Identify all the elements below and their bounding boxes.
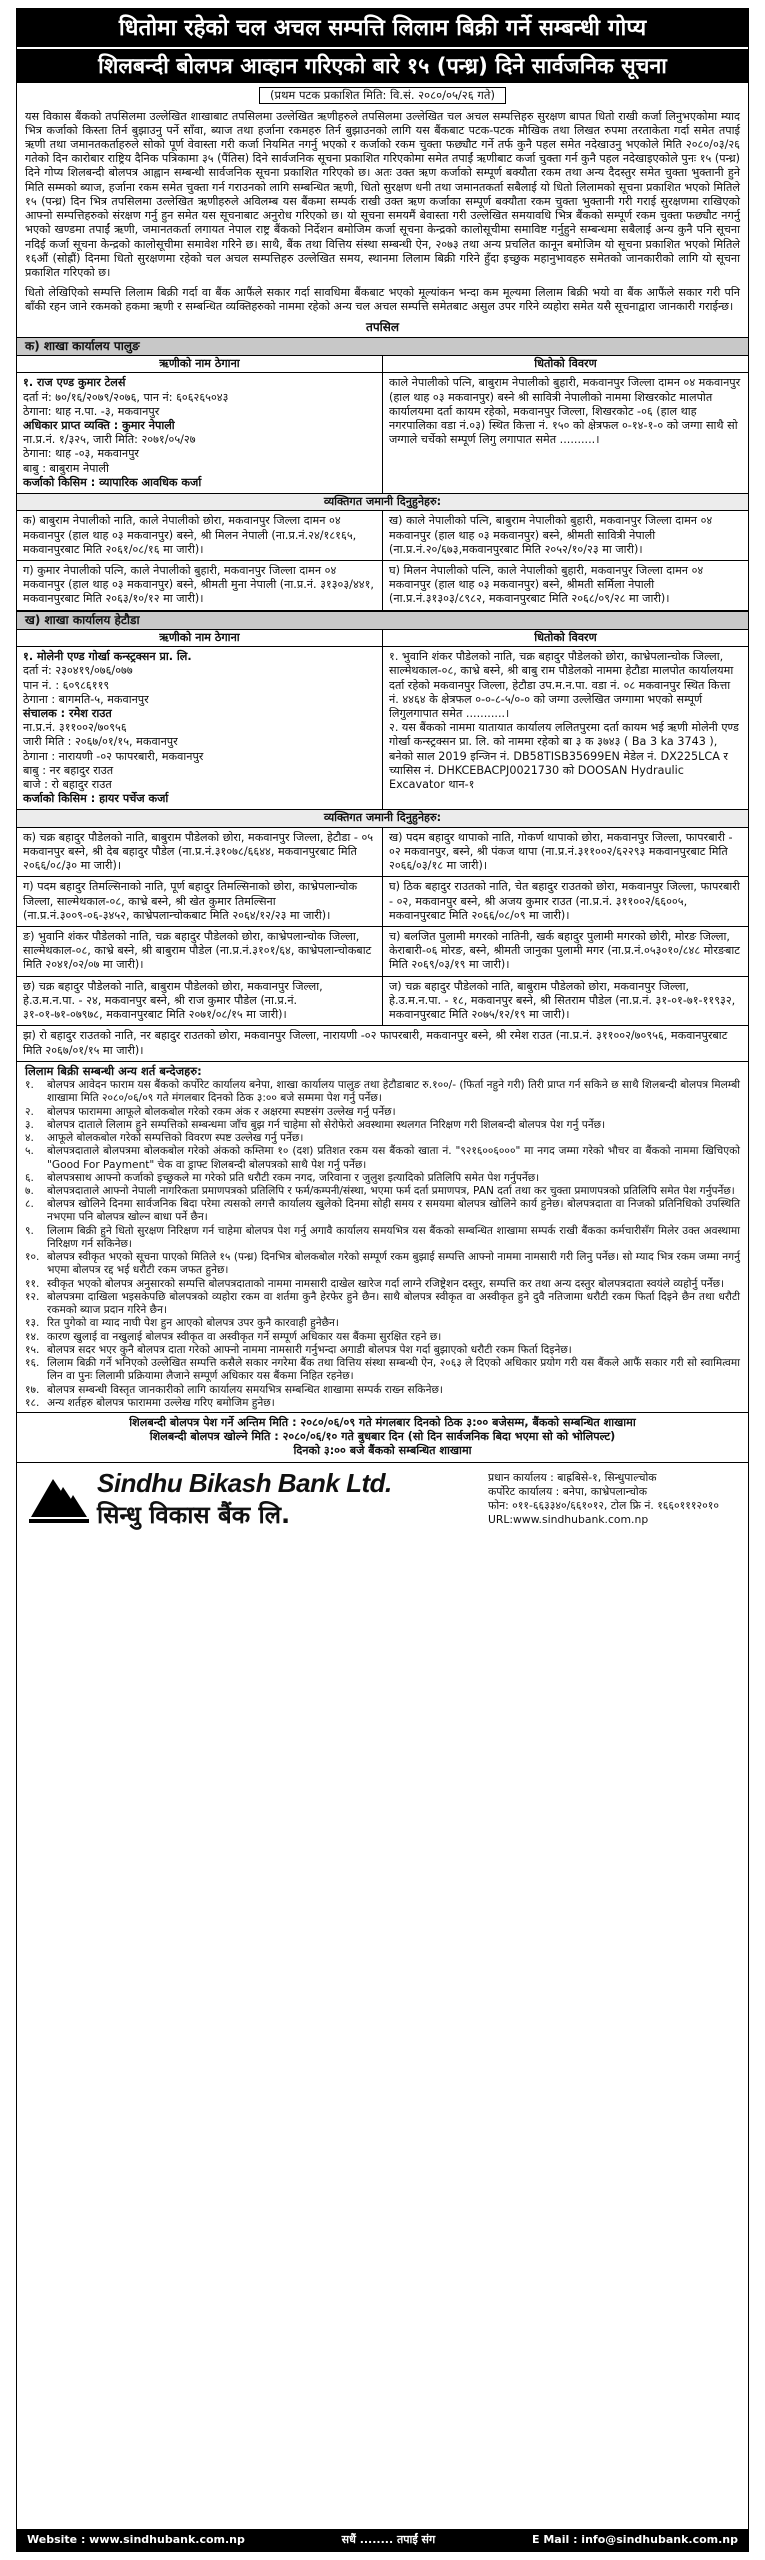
pubdate-wrap [17, 83, 748, 107]
borrower-line: १. राज एण्ड कुमार टेलर्स [23, 376, 126, 390]
notice-title-line2: शिलबन्दी बोलपत्र आव्हान गरिएको बारे १५ (पन्ध्र) दिने सार्वजनिक सूचना [17, 47, 748, 83]
col-head-borrower: ऋणीको नाम ठेगाना [17, 356, 383, 372]
section-b-guarantor-row [17, 977, 748, 1027]
borrower-line: दर्ता नं: २३०४१९/०७६/०७७ [23, 664, 133, 678]
guarantor-item: झ) रो बहादुर राउतको नाति, नर बहादुर राउतको छोरा, मकवानपुर जिल्ला, नारायणी -०२ फापरबारी, मकवानपुर बस्ने, श्री रमेश राउत (ना.प्र.नं. ३११००२/७०९५६, मकवानपुरबाट मिति २०६७/०१/१५ मा जारी)। [17, 1026, 748, 1061]
term-item: १२. बोलपत्रमा दाखिला भइसकेपछि बोलपत्रको व्यहोरा रकम वा शर्तमा कुनै हेरफेर हुने छैन। साथै बोलपत्र स्वीकृत वा अस्वीकृत हुने दुवै नतिजामा धरौटी रकम फिर्ता दिइने छैन तथा धरौटी रकमको ब्याज प्रदान गरिने छैन। [25, 1290, 740, 1317]
term-text: बोलपत्रसाथ आफ्नो कर्जाको इच्छुकले मा गरेको प्रति धरौटी रकम नगद, जरिवाना र जुलुश इत्यादिको प्रतिलिपि समेत पेश गर्नुपर्नेछ। [47, 1171, 540, 1184]
guarantor-item: क) बाबुराम नेपालीको नाति, काले नेपालीको छोरा, मकवानपुर जिल्ला दामन ०४ मकवानपुर (हाल थाह ०३ मकवानपुर) बस्ने, श्री मिलन नेपाली (ना.प्र.नं.२४/१८१६५, मकवानपुरबाट मिति २०६१/०८/१६ मा जारी)। [17, 511, 383, 560]
term-text: अन्य शर्तहरु बोलपत्र फाराममा उल्लेख गरिए बमोजिम हुनेछ। [47, 1396, 275, 1409]
term-item: १. बोलपत्र आवेदन फाराम यस बैंकको कर्पोरेट कार्यालय बनेपा, शाखा कार्यालय पालुङ तथा हेटौडाबाट रु.१००/- (फिर्ता नहुने गरी) तिरी प्राप्त गर्न सकिने छ साथै शिलबन्दी बोलपत्र मिलम्बी शाखामा मिति २०८०/०६/०९ गते मंगलबार दिनको ठिक ३:०० बजे सम्ममा पेश गर्नु पर्नेछ। [25, 1079, 740, 1105]
section-a [17, 337, 748, 611]
term-text: बोलपत्र सम्बन्धी विस्तृत जानकारीको लागि कार्यालय समयभित्र सम्बन्धित शाखामा सम्पर्क राख्न सकिनेछ। [47, 1383, 443, 1396]
section-b-borrower [17, 647, 383, 809]
term-text: रित पुगेको वा म्याद नाघी पेश हुन आएको बोलपत्र उपर कुनै कारवाही हुनेछैन। [47, 1317, 339, 1330]
term-text: कारण खुलाई वा नखुलाई बोलपत्र स्वीकृत वा अस्वीकृत गर्ने सम्पूर्ण अधिकार यस बैंकमा सुरक्षित रहने छ। [47, 1330, 442, 1343]
term-item: १७. बोलपत्र सम्बन्धी विस्तृत जानकारीको लागि कार्यालय समयभित्र सम्बन्धित शाखामा सम्पर्क राख्न सकिनेछ। [25, 1384, 740, 1397]
bank-address [488, 1471, 738, 1527]
col-head-collateral: धितोको विवरण [534, 357, 597, 371]
borrower-line: ना.प्र.नं. १/३२५, जारी मिति: २०७१/०५/२७ [23, 433, 196, 447]
term-text: बोलपत्रमा दाखिला भइसकेपछि बोलपत्रको व्यहोरा रकम वा शर्तमा कुनै हेरफेर हुने छैन। साथै बोलपत्र स्वीकृत वा अस्वीकृत हुने दुवै नतिजामा धरौटी रकम फिर्ता दिइने छैन तथा धरौटी रकमको ब्याज प्रदान गरिने छैन। [47, 1290, 740, 1317]
bank-logo-icon [27, 1471, 91, 1527]
deadline-open: शिलबन्दी बोलपत्र खोल्ने मिति : २०८०/०६/१० गते बुधबार दिन (सो दिन सार्वजनिक बिदा भएमा सो को भोलिपल्ट) [149, 1430, 616, 1444]
term-item: १३. रित पुगेको वा म्याद नाघी पेश हुन आएको बोलपत्र उपर कुनै कारवाही हुनेछैन। [25, 1317, 740, 1330]
term-item: ३. बोलपत्र दाताले लिलाम हुने सम्पत्तिको सम्बन्धमा जाँच बुझ गर्न चाहेमा सो सेरोफेरो अवस्थामा स्थलगत निरिक्षण गरी शिलबन्दी बोलपत्र पेश गर्नु पर्नेछ। [25, 1119, 740, 1132]
term-text: बोलपत्र दाताले लिलाम हुने सम्पत्तिको सम्बन्धमा जाँच बुझ गर्न चाहेमा सो सेरोफेरो अवस्थामा स्थलगत निरिक्षण गरी शिलबन्दी बोलपत्र पेश गर्नु पर्नेछ। [47, 1118, 606, 1131]
website-link[interactable]: URL:www.sindhubank.com.np [488, 1512, 649, 1526]
deadline-box [17, 1412, 748, 1463]
guarantor-item: छ) चक्र बहादुर पौडेलको नाति, बाबुराम पौडेलको छोरा, मकवानपुर जिल्ला, हे.उ.म.न.पा. - २४, मकवानपुर बस्ने, श्री राज कुमार पौडेल (ना.प्र.नं. ३१-०१-७१-०७९७८, मकवानपुरबाट मिति २०७१/०८/१५ मा जारी)। [17, 977, 383, 1026]
borrower-line: बाजे : रो बहादुर राउत [23, 778, 112, 792]
bottom-bar [17, 2529, 748, 2551]
term-text: बोलपत्र फाराममा आफूले बोलकबोल गरेको रकम अंक र अक्षरमा स्पष्टसंग उल्लेख गर्नु पर्नेछ। [47, 1105, 396, 1118]
guarantor-item: ज) चक्र बहादुर पौडेलको नाति, बाबुराम पौडेलको छोरा, मकवानपुर जिल्ला, हे.उ.म.न.पा. - १८, मकवानपुर बस्ने, श्री सितराम पौडेल (ना.प्र.नं. ३१-०१-७१-११९३२, मकवानपुरबाट मिति २०७५/१२/१९ मा जारी)। [389, 979, 736, 1022]
bank-name [97, 1467, 392, 1530]
borrower-line: दर्ता नं: ७०/१६/२०७९/२०७६, पान नं: ६०६२६५०४३ [23, 390, 229, 404]
guarantor-item: ग) कुमार नेपालीको पत्नि, काले नेपालीको बुहारी, मकवानपुर जिल्ला दामन ०४ मकवानपुर (हाल थाह ०३ मकवानपुर) बस्ने, श्रीमती मुना नेपाली (ना.प्र.नं. ३१३०३/४४१, मकवानपुरबाट मिति २०६३/१०/१२ मा जारी)। [17, 561, 383, 610]
deadline-submit: शिलबन्दी बोलपत्र पेश गर्ने अन्तिम मिति : २०८०/०६/०९ गते मंगलबार दिनको ठिक ३:०० बजेसम्म, बैंकको सम्बन्धित शाखामा [129, 1416, 636, 1429]
borrower-line: १. मोलेनी एण्ड गोर्खा कन्स्ट्रक्सन प्रा. लि. [23, 650, 192, 664]
footer-slogan: सधैं ........ तपाईं संग [341, 2533, 436, 2547]
address-line: प्रधान कार्यालय : बाह्रबिसे-१, सिन्धुपाल्चोक [488, 1470, 657, 1484]
borrower-line: कर्जाको किसिम : व्यापारिक आवधिक कर्जा [23, 475, 202, 489]
guarantor-item: ङ) भुवानि शंकर पौडेलको नाति, चक्र बहादुर पौडेलको छोरा, काभ्रेपलान्चोक जिल्ला, साल्मेथकाल-०८, काभ्रे बस्ने, श्री बाबुराम पौडेल (ना.प्र.नं.३१०१/६४, काभ्रेपलान्चोकबाट मिति २०४१/०२/०७ मा जारी)। [17, 927, 383, 976]
address-line: कर्पोरेट कार्यालय : बनेपा, काभ्रेपलान्चोक [488, 1484, 647, 1498]
section-a-borrower-row [17, 373, 748, 494]
collateral-item: १. भुवानि शंकर पौडेलको नाति, चक्र बहादुर पौडेलको छोरा, काभ्रेपलान्चोक जिल्ला, साल्मेथकाल-०८, काभ्रे बस्ने, श्री बाबु राम पौडेलको नाममा हेटौडा मालपोत कार्यालयमा दर्ता रहेको मकवानपुर जिल्ला, हेटौडा उप.म.न.पा. वडा नं. ०८ मकवानपुर स्थित कित्ता नं. ४४६४ के क्षेत्रफल ०-०-८-५/०-० को जग्गा उल्लेखित जग्गामा भएको सम्पूर्ण लिगुलगापात समेत ...........। [389, 650, 734, 720]
borrower-line: संचालक : रमेश राउत [23, 706, 112, 720]
tapsil-heading: तपसिल [365, 319, 399, 334]
section-a-bar: क) शाखा कार्यालय पालुङ [17, 337, 748, 356]
term-item: ८. बोलपत्र खोलिने दिनमा सार्वजनिक बिदा परेमा त्यसको लगत्तै कार्यालय खुलेको दिनमा सोही समय र समयमा बोलपत्र खोलिने कार्य हुनेछ। बोलपत्रदाता वा निजको प्रतिनिधिको उपस्थिति नभएमा पनि बोलपत्र खोल्न बाधा पर्ने छैन। [25, 1198, 740, 1224]
term-text: बोलपत्रदाताले आफ्नो नेपाली नागरिकता प्रमाणपत्रको प्रतिलिपि र फर्म/कम्पनी/संस्था, भएमा फर्म दर्ता प्रमाणपत्र, PAN दर्ता तथा कर चुक्ता प्रमाणपत्रको प्रतिलिपि समेत पेश गर्नुपर्नेछ। [47, 1185, 735, 1198]
term-text: लिलाम बिक्री हुने धितो सुरक्षण निरिक्षण गर्न चाहेमा बोलपत्र पेश गर्नु अगावै कार्यालय समयभित्र यस बैंकको सम्बन्धित शाखामा सम्पर्क राखी बैंकका कर्मचारीसँग मिलेर उक्त अवस्थामा निरिक्षण गर्न सकिनेछ। [47, 1224, 740, 1250]
section-a-borrower [17, 373, 383, 493]
terms-title: लिलाम बिक्री सम्बन्धी अन्य शर्त बन्देजहरु: [25, 1063, 202, 1078]
borrower-line: ठेगाना : बागमति-५, मकवानपुर [23, 692, 149, 706]
notice-title-line1: धितोमा रहेको चल अचल सम्पत्ति लिलाम बिक्री गर्ने सम्बन्धी गोप्य [17, 9, 748, 47]
address-line: फोन: ०११-६६३३४०/६६१०१२, टोल फ्रि नं. १६६०१११२०१० [488, 1498, 719, 1512]
term-text: आफूले बोलकबोल गरेको सम्पत्तिको विवरण स्पष्ट उल्लेख गर्नु पर्नेछ। [47, 1132, 304, 1145]
section-a-guarantor-head: व्यक्तिगत जमानी दिनुहुनेहरु: [17, 494, 748, 511]
term-item: १८. अन्य शर्तहरु बोलपत्र फाराममा उल्लेख गरिए बमोजिम हुनेछ। [25, 1397, 740, 1410]
section-b-guarantor-row [17, 828, 748, 878]
section-b [17, 611, 748, 1062]
guarantor-item: क) चक्र बहादुर पौडेलको नाति, बाबुराम पौडेलको छोरा, मकवानपुर जिल्ला, हेटौडा - ०५ मकवानपुर बस्ने, श्री देब बहादुर पौडेल (ना.प्र.नं.३१०७८/६६४४, मकवानपुरबाट मिति २०६६/०८/३० मा जारी)। [17, 828, 383, 877]
col-head-collateral: धितोको विवरण [534, 630, 597, 644]
intro-paragraph-1: यस विकास बैंकको तपसिलमा उल्लेखित शाखाबाट तपसिलमा उल्लेखित ऋणीहरुले तपसिलमा उल्लेखित चल अचल सम्पत्तिहरु सुरक्षण बापत धितो राखी कर्जा लिनुभएकोमा म्याद भित्र कर्जाको किस्ता तिर्न बुझाउनु पर्ने साँवा, ब्याज तथा हर्जाना रकमहरु तिर्न बुझाउनको लागि यस बैंकबाट पटक-पटक मौखिक तथा लिखत रुपमा तरताकेता गर्दा समेत तपाई ऋणी तथा जमानतकर्ताहरुले सोको पूर्ण वेवास्ता गरी कर्जा नियमित नगर्नु भएको र कर्जाको रकम चुक्ता फछ्यौट गर्ने तर्फ कुनै पहल समेत नदेखाउनु भएकोले मिति २०८०/०३/२६ गतेको दिन कारोबार राष्ट्रिय दैनिक पत्रिकामा ३५ (पैंतिस) दिने सार्वजनिक सूचना प्रकाशित गरिएकोमा समेत तपाईं ऋणीबाट कर्जा चुक्ता गर्न कुनै पहल नदेखाइएकोले पुनः १५ (पन्ध्र) दिने गोप्य शिलबन्दी बोलपत्र आह्वान सम्बन्धी सार्वजनिक सूचना प्रकाशित गरिएको छ। अतः उक्त ऋण कर्जाको सम्पूर्ण बक्यौता रकम तथा अन्य दैदस्तुर समेत चुक्ता भुक्तानी हुने मिति सम्मको ब्याज, हर्जाना रकम समेत चुक्ता गर्न गराउनको लागि सम्बन्धित ऋणी, धितो सुरक्षण धनी तथा जमानतकर्ता सबैलाई यो धितो लिलामको सूचना प्रकाशित भएको मितिले १५ (पन्ध्र) दिन भित्र तपसिलमा उल्लेखित ऋणीहरुले अविलम्ब यस बैंकमा सम्पर्क राखी उक्त ऋण कर्जाका सम्पूर्ण बक्यौता रकम चुक्ता भुक्तानी गरी गराई सुरक्षणमा राखिएको आफ्नो सम्पत्तिहरुको संरक्षण गर्नु हुन समेत यस सूचनाबाट अनुरोध गरिएको छ। यो सूचना समयमैं बेवास्ता गरी उल्लेखित समयावधि भित्र बैंकको सम्पूर्ण रकम चुक्ता फछ्यौट नगर्नु भएको खण्डमा तपाईं ऋणी, जमानतकर्ता लगायत नेपाल राष्ट्र बैंकको निर्देशन बमोजिम कर्जा सूचना केन्द्रको कालोसूचीमा समाविष्ट गर्नुहुने सम्बन्धमा सबैलाई अन्य कुनै पनि सूचना नदिई कर्जा सूचना केन्द्रको कालोसूचीमा समावेश गरिने छ। साथै, बैंक तथा वित्तिय संस्था सम्बन्धी ऐन, २०७३ तथा अन्य प्रचलित कानून बमोजिम यो सूचना प्रकाशित भएको मितिले १६औं (सोह्रौं) दिनमा धितो सुरक्षणमा रहेको चल अचल सम्पत्तिहरु उल्लेखित समय, स्थानमा लिलाम बिक्री गरिने हुँदा इच्छुक महानुभावहरु समेतको जानकारीको लागि यो सूचना प्रकाशित गरिएको छ। [25, 109, 740, 279]
guarantor-item: घ) ठिक बहादुर राउतको नाति, चेत बहादुर राउतको छोरा, मकवानपुर जिल्ला, फापरबारी - ०२, मकवानपुर बस्ने, श्री अजय कुमार राउत (ना.प्र.नं. ३११००२/६६००५, मकवानपुरबाट मिति २०६६/०८/०९ मा जारी)। [389, 880, 740, 922]
term-text: बोलपत्र स्वीकृत भएको सूचना पाएको मितिले १५ (पन्ध्र) दिनभित्र बोलकबोल गरेको सम्पूर्ण रकम बुझाई सम्पत्ति आफ्नो नाममा नामसारी गरी लिनु पर्नेछ। सो म्याद भित्र रकम जम्मा नगर्नु भएमा बोलपत्र रद्द भई धरौटी रकम जफत हुनेछ। [47, 1251, 740, 1277]
term-item: ६. बोलपत्रसाथ आफ्नो कर्जाको इच्छुकले मा गरेको प्रति धरौटी रकम नगद, जरिवाना र जुलुश इत्यादिको प्रतिलिपि समेत पेश गर्नुपर्नेछ। [25, 1172, 740, 1185]
term-text: लिलाम बिक्री गर्ने भनिएको उल्लेखित सम्पत्ति कसैले सकार नगरेमा बैंक तथा वित्तिय संस्था सम्बन्धी ऐन, २०६३ ले दिएको अधिकार प्रयोग गरी यस बैंकले आफैं सकार गरी सो स्वामित्वमा लिन वा पुनः लिलामी प्रक्रियामा लैजाने सम्पूर्ण अधिकार यस बैंकमा निहित रहनेछ। [47, 1357, 740, 1383]
footer-block [17, 1463, 748, 1535]
section-a-guarantor-row [17, 511, 748, 561]
term-item: ५. बोलपत्रदाताले बोलपत्रमा बोलकबोल गरेको अंकको कम्तिमा १० (दश) प्रतिशत रकम यस बैंकको खाता नं. "९२१६००६०००" मा नगद जम्मा गरेको भौचर वा बैंकको नाममा खिचिएको "Good For Payment" चेक वा ड्राफ्ट शिलबन्दी बोलपत्रको साथै पेश गर्नु पर्नेछ। [25, 1145, 740, 1171]
term-item: ७. बोलपत्रदाताले आफ्नो नेपाली नागरिकता प्रमाणपत्रको प्रतिलिपि र फर्म/कम्पनी/संस्था, भएमा फर्म दर्ता प्रमाणपत्र, PAN दर्ता तथा कर चुक्ता प्रमाणपत्रको प्रतिलिपि समेत पेश गर्नुपर्नेछ। [25, 1185, 740, 1198]
borrower-line: पान नं. : ६०९८६११९ [23, 678, 110, 692]
deadline-open-time: दिनको ३:०० बजे बैंकको सम्बन्धित शाखामा [293, 1444, 472, 1458]
borrower-line: जारी मिति : २०६७/०१/१५, मकवानपुर [23, 735, 178, 749]
borrower-line: ठेगाना : नारायणी -०२ फापरबारी, मकवानपुर [23, 749, 204, 763]
footer-website[interactable]: Website : www.sindhubank.com.np [27, 2533, 245, 2547]
term-item: १६. लिलाम बिक्री गर्ने भनिएको उल्लेखित सम्पत्ति कसैले सकार नगरेमा बैंक तथा वित्तिय संस्था सम्बन्धी ऐन, २०६३ ले दिएको अधिकार प्रयोग गरी यस बैंकले आफैं सकार गरी सो स्वामित्वमा लिन वा पुनः लिलामी प्रक्रियामा लैजाने सम्पूर्ण अधिकार यस बैंकमा निहित रहनेछ। [25, 1357, 740, 1383]
section-b-guarantor-row [17, 877, 748, 927]
section-b-guarantor-head: व्यक्तिगत जमानी दिनुहुनेहरु: [17, 810, 748, 827]
guarantor-item: घ) मिलन नेपालीको पत्नि, काले नेपालीको बुहारी, मकवानपुर जिल्ला दामन ०४ मकवानपुर (हाल थाह ०३ मकवानपुर) बस्ने, श्रीमती सर्मिला नेपाली (ना.प्र.नं.३१३०३/८९८२, मकवानपुरबाट मिति २०६८/०९/२८ मा जारी)। [389, 563, 704, 606]
section-b-collateral [383, 647, 748, 809]
term-item: १०. बोलपत्र स्वीकृत भएको सूचना पाएको मितिले १५ (पन्ध्र) दिनभित्र बोलकबोल गरेको सम्पूर्ण रकम बुझाई सम्पत्ति आफ्नो नाममा नामसारी गरी लिनु पर्नेछ। सो म्याद भित्र रकम जम्मा नगर्नु भएमा बोलपत्र रद्द भई धरौटी रकम जफत हुनेछ। [25, 1251, 740, 1277]
collateral-item: २. यस बैंकको नाममा यातायात कार्यालय ललितपुरमा दर्ता कायम भई ऋणी मोलेनी एण्ड गोर्खा कन्स्ट्रक्सन प्रा. लि. को नाममा रहेको बा ३ क ३७४३ ( Ba 3 ka 3743 ), बनेको साल 2019 इन्जिन नं. DB58TISB35699EN मेडेल नं. DX225LCA र च्यासिस नं. DHKCEBACPJ0021730 को DOOSAN Hydraulic Excavator थान-१ [389, 721, 739, 792]
bank-logo [27, 1467, 392, 1530]
term-item: १४. कारण खुलाई वा नखुलाई बोलपत्र स्वीकृत वा अस्वीकृत गर्ने सम्पूर्ण अधिकार यस बैंकमा सुरक्षित रहने छ। [25, 1331, 740, 1344]
borrower-line: बाबु : नर बहादुर राउत [23, 763, 114, 777]
term-item: २. बोलपत्र फाराममा आफूले बोलकबोल गरेको रकम अंक र अक्षरमा स्पष्टसंग उल्लेख गर्नु पर्नेछ। [25, 1106, 740, 1119]
borrower-line: ना.प्र.नं. ३११००२/७०९५६ [23, 721, 127, 735]
publication-date: (प्रथम पटक प्रकाशित मिति: वि.सं. २०८०/०५/२६ गते) [259, 87, 506, 104]
section-a-collateral: काले नेपालीको पत्नि, बाबुराम नेपालीको बुहारी, मकवानपुर जिल्ला दामन ०४ मकवानपुर (हाल थाह ०३ मकवानपुर) बस्ने श्री सावित्री नेपालीको नाममा शिखरकोट मालपोत कार्यालयमा दर्ता कायम रहेको, मकवानपुर जिल्ला, शिखरकोट -०६ (हाल थाह नगरपालिका वडा नं.०३) स्थित कित्ता नं. १५० को क्षेत्रफल ०-१४-१-० को जग्गा साथै सो जग्गाले चर्चेको सम्पूर्ण लिगु लगापात समेत ..........। [389, 376, 741, 447]
term-item: १५. बोलपत्र सदर भएर कुनै बोलपत्र दाता गरेको आफ्नो नाममा नामसारी गर्नुभन्दा अगाडी बोलपत्र पेश गर्दा बुझाएको धरौटी रकम फिर्ता दिइनेछ। [25, 1344, 740, 1357]
guarantor-item: ग) पदम बहादुर तिमल्सिनाको नाति, पूर्ण बहादुर तिमल्सिनाको छोरा, काभ्रेपलान्चोक जिल्ला, साल्मेथकाल-०८, काभ्रे बस्ने, श्री खेत कुमार तिमल्सिना (ना.प्र.नं.३००९-०६-३४५२, काभ्रेपलान्चोकबाट मिति २०६४/१२/२३ मा जारी)। [17, 877, 383, 926]
term-text: बोलपत्रदाताले बोलपत्रमा बोलकबोल गरेको अंकको कम्तिमा १० (दश) प्रतिशत रकम यस बैंकको खाता नं. "९२१६००६०००" मा नगद जम्मा गरेको भौचर वा बैंकको नाममा खिचिएको "Good For Payment" चेक वा ड्राफ्ट शिलबन्दी बोलपत्रको साथै पेश गर्नु पर्नेछ। [47, 1145, 740, 1171]
guarantor-item: च) बलजित पुलामी मगरको नातिनी, खर्क बहादुर पुलामी मगरको छोरी, मोरङ जिल्ला, केराबारी-०६ मोरङ, बस्ने, श्रीमती जानुका पुलामी मगर (ना.प्र.नं.०५३०१०/८४८ मोरङबाट मिति २०६९/०३/१९ मा जारी)। [389, 930, 740, 972]
guarantor-item: ख) पदम बहादुर थापाको नाति, गोकर्ण थापाको छोरा, मकवानपुर जिल्ला, फापरबारी - ०२ मकवानपुर, बस्ने, श्री पंकज थापा (ना.प्र.नं.३११००२/६२२९३ मकवानपुरबाट मिति २०६६/०३/१८ मा जारी)। [389, 830, 733, 873]
notice-page [16, 8, 749, 2552]
term-item: ४. आफूले बोलकबोल गरेको सम्पत्तिको विवरण स्पष्ट उल्लेख गर्नु पर्नेछ। [25, 1132, 740, 1145]
term-item: ९. लिलाम बिक्री हुने धितो सुरक्षण निरिक्षण गर्न चाहेमा बोलपत्र पेश गर्नु अगावै कार्यालय समयभित्र यस बैंकको सम्बन्धित शाखामा सम्पर्क राखी बैंकका कर्मचारीसँग मिलेर उक्त अवस्थामा निरिक्षण गर्न सकिनेछ। [25, 1224, 740, 1250]
term-item: ११. स्वीकृत भएको बोलपत्र अनुसारको सम्पत्ति बोलपत्रदाताको नाममा नामसारी दाखेल खारेज गर्दा लाग्ने रजिष्ट्रेशन दस्तुर, सम्पत्ति कर तथा अन्य दस्तुर बोलपत्रदाता स्वयंले व्यहोर्नु पर्नेछ। [25, 1278, 740, 1291]
borrower-line: बाबु : बाबुराम नेपाली [23, 461, 109, 475]
bank-name-english: Sindhu Bikash Bank Ltd. [97, 1467, 392, 1498]
section-b-bar: ख) शाखा कार्यालय हेटौडा [17, 611, 748, 630]
intro-paragraph-2: धितो लेखिएिको सम्पत्ति लिलाम बिक्री गर्दा वा बैंक आफैंले सकार गर्दा सावधिमा बैंकबाट भएको मूल्यांकन भन्दा कम मूल्यमा लिलाम बिक्री भयो वा बैंक आफैंले सकार गरी पनि बाँकी रहन जाने रकमको हकमा ऋणी र सम्बन्धित व्यक्तिहरुको नाममा रहेको अन्य चल अचल सम्पत्ति समेतबाट असुल उपर गरिने व्यहोरा समेत यसै सूचनाद्वारा जानकारी गराईन्छ। [25, 286, 740, 314]
term-text: बोलपत्र सदर भएर कुनै बोलपत्र दाता गरेको आफ्नो नाममा नामसारी गर्नुभन्दा अगाडी बोलपत्र पेश गर्दा बुझाएको धरौटी रकम फिर्ता दिइनेछ। [47, 1343, 572, 1356]
col-head-borrower: ऋणीको नाम ठेगाना [17, 630, 383, 646]
guarantor-item: ख) काले नेपालीको पत्नि, बाबुराम नेपालीको बुहारी, मकवानपुर जिल्ला दामन ०४ मकवानपुर (हाल थाह ०३ मकवानपुर) बस्ने, श्रीमती सावित्री नेपाली (ना.प्र.नं.२०/६७३,मकवानपुरबाट मिति २०५२/१०/२३ मा जारी)। [389, 514, 713, 556]
terms-section [17, 1062, 748, 1412]
borrower-line: कर्जाको किसिम : हायर पर्चेज कर्जा [23, 792, 169, 806]
borrower-line: ठेगाना: थाह न.पा. -३, मकवानपुर [23, 404, 160, 418]
term-text: स्वीकृत भएको बोलपत्र अनुसारको सम्पत्ति बोलपत्रदाताको नाममा नामसारी दाखेल खारेज गर्दा लाग्ने रजिष्ट्रेशन दस्तुर, सम्पत्ति कर तथा अन्य दस्तुर बोलपत्रदाता स्वयंले व्यहोर्नु पर्नेछ। [47, 1277, 725, 1290]
borrower-line: ठेगाना: थाह -०३, मकवानपुर [23, 447, 139, 461]
bank-name-nepali: सिन्धु विकास बैंक लि. [97, 1500, 291, 1529]
term-text: बोलपत्र खोलिने दिनमा सार्वजनिक बिदा परेमा त्यसको लगत्तै कार्यालय खुलेको दिनमा सोही समय र समयमा बोलपत्र खोलिने कार्य हुनेछ। बोलपत्रदाता वा निजको प्रतिनिधिको उपस्थिति नभएमा पनि बोलपत्र खोल्न बाधा पर्ने छैन। [47, 1198, 740, 1224]
term-text: बोलपत्र आवेदन फाराम यस बैंकको कर्पोरेट कार्यालय बनेपा, शाखा कार्यालय पालुङ तथा हेटौडाबाट रु.१००/- (फिर्ता नहुने गरी) तिरी प्राप्त गर्न सकिने छ साथै शिलबन्दी बोलपत्र मिलम्बी शाखामा मिति २०८०/०६/०९ गते मंगलबार दिनको ठिक ३:०० बजे सम्ममा पेश गर्नु पर्नेछ। [47, 1079, 740, 1105]
borrower-line: अधिकार प्राप्त व्यक्ति : कुमार नेपाली [23, 419, 175, 432]
section-b-guarantor-row [17, 927, 748, 977]
footer-email[interactable]: E Mail : info@sindhubank.com.np [532, 2533, 738, 2547]
section-b-borrower-row [17, 647, 748, 810]
section-a-guarantor-row [17, 561, 748, 611]
section-a-column-heads [17, 356, 748, 373]
section-b-column-heads [17, 630, 748, 647]
